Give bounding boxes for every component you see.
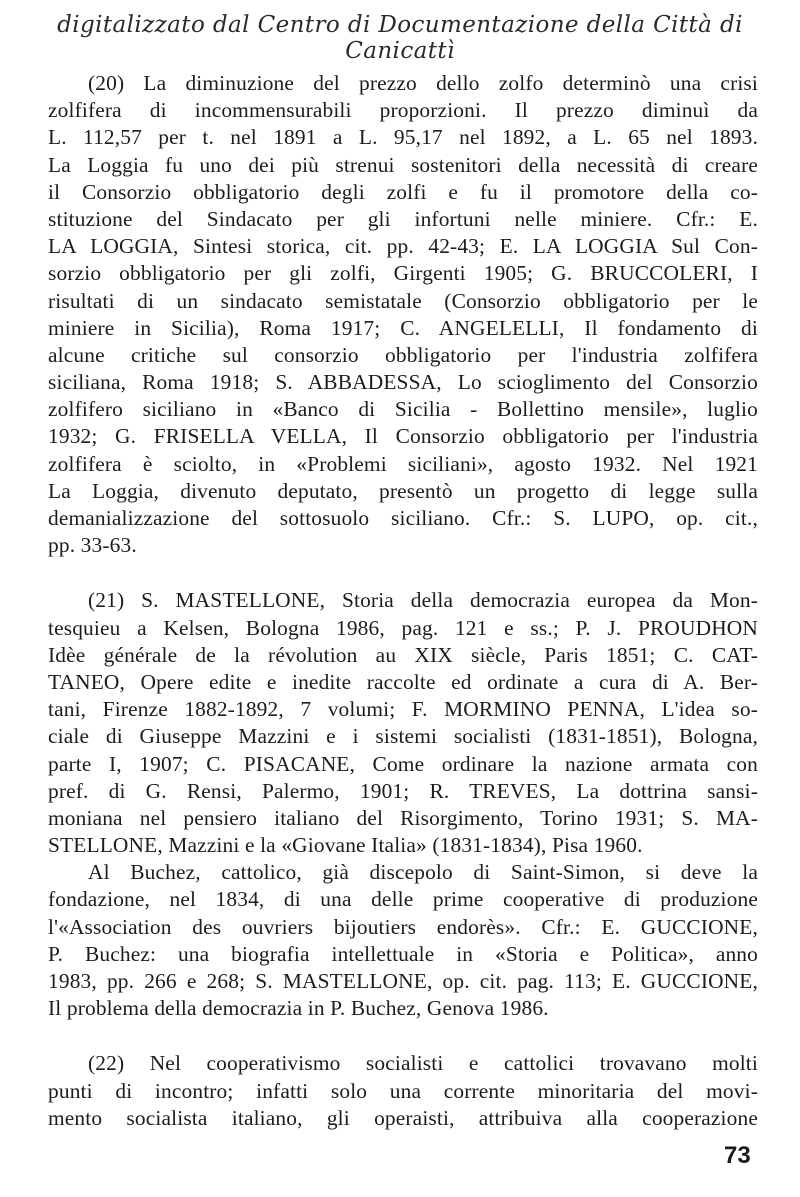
text-line: zolfifera di incommensurabili proporzioni. Il prezzo diminuì da bbox=[48, 98, 758, 123]
text-line: La Loggia, divenuto deputato, presentò un progetto di legge sulla bbox=[48, 478, 758, 503]
text-line: risultati di un sindacato semistatale (Consorzio obbligatorio per le bbox=[48, 288, 758, 313]
text-line: tesquieu a Kelsen, Bologna 1986, pag. 121 e ss.; P. J. PROUDHON bbox=[48, 615, 758, 640]
text-line: (20) La diminuzione del prezzo dello zolfo determinò una crisi bbox=[88, 71, 758, 95]
footnotes-body bbox=[48, 70, 758, 1132]
text-line: pref. di G. Rensi, Palermo, 1901; R. TREVES, La dottrina sansi- bbox=[48, 778, 758, 803]
text-line: 1983, pp. 266 e 268; S. MASTELLONE, op. cit. pag. 113; E. GUCCIONE, bbox=[48, 969, 758, 993]
page-number: 73 bbox=[724, 1142, 751, 1169]
text-line: l'«Association des ouvriers bijoutiers endorès». Cfr.: E. GUCCIONE, bbox=[48, 914, 758, 939]
text-line: sorzio obbligatorio per gli zolfi, Girgenti 1905; G. BRUCCOLERI, I bbox=[48, 261, 758, 286]
text-line: Al Buchez, cattolico, già discepolo di Saint-Simon, si deve la bbox=[88, 860, 758, 885]
text-line: zolfifero siciliano in «Banco di Sicilia - Bollettino mensile», luglio bbox=[48, 397, 758, 422]
text-line: (21) S. MASTELLONE, Storia della democrazia europea da Mon- bbox=[88, 588, 758, 613]
text-line: Il problema della democrazia in P. Buchez, Genova 1986. bbox=[48, 996, 549, 1021]
text-line: punti di incontro; infatti solo una corrente minoritaria del movi- bbox=[48, 1078, 758, 1103]
text-line: pp. 33-63. bbox=[48, 533, 137, 558]
text-line: L. 112,57 per t. nel 1891 a L. 95,17 nel 1892, a L. 65 nel 1893. bbox=[48, 125, 758, 150]
text-line: stituzione del Sindacato per gli infortuni nelle miniere. Cfr.: E. bbox=[48, 206, 758, 231]
text-line: miniere in Sicilia), Roma 1917; C. ANGELELLI, Il fondamento di bbox=[48, 315, 758, 340]
note-22 bbox=[48, 1050, 758, 1132]
text-line: 1932; G. FRISELLA VELLA, Il Consorzio obbligatorio per l'industria bbox=[48, 424, 758, 449]
note-21 bbox=[48, 587, 758, 859]
text-line: P. Buchez: una biografia intellettuale in «Storia e Politica», anno bbox=[48, 941, 758, 966]
text-line: il Consorzio obbligatorio degli zolfi e fu il promotore della co- bbox=[48, 179, 758, 204]
text-line: ciale di Giuseppe Mazzini e i sistemi socialisti (1831-1851), Bologna, bbox=[48, 724, 758, 749]
text-line: STELLONE, Mazzini e la «Giovane Italia» (1831-1834), Pisa 1960. bbox=[48, 833, 643, 858]
note-20 bbox=[48, 70, 758, 559]
text-line: LA LOGGIA, Sintesi storica, cit. pp. 42-43; E. LA LOGGIA Sul Con- bbox=[48, 234, 758, 259]
text-line: mento socialista italiano, gli operaisti, attribuiva alla cooperazione bbox=[48, 1105, 758, 1130]
text-line: zolfifera è sciolto, in «Problemi siciliani», agosto 1932. Nel 1921 bbox=[48, 451, 758, 476]
text-line: moniana nel pensiero italiano del Risorgimento, Torino 1931; S. MA- bbox=[48, 805, 758, 830]
text-line: La Loggia fu uno dei più strenui sostenitori della necessità di creare bbox=[48, 152, 758, 177]
text-line: (22) Nel cooperativismo socialisti e cattolici trovavano molti bbox=[88, 1051, 758, 1076]
text-line: siciliana, Roma 1918; S. ABBADESSA, Lo scioglimento del Consorzio bbox=[48, 370, 758, 395]
text-line: TANEO, Opere edite e inedite raccolte ed ordinate a cura di A. Ber- bbox=[48, 669, 758, 694]
digitization-watermark: digitalizzato dal Centro di Documentazione della Città di Canicattì bbox=[57, 12, 743, 64]
text-line: demanializzazione del sottosuolo siciliano. Cfr.: S. LUPO, op. cit., bbox=[48, 506, 758, 530]
text-line: alcune critiche sul consorzio obbligatorio per l'industria zolfifera bbox=[48, 342, 758, 367]
text-line: tani, Firenze 1882-1892, 7 volumi; F. MORMINO PENNA, L'idea so- bbox=[48, 697, 758, 722]
note-21-continued bbox=[48, 859, 758, 1022]
text-line: fondazione, nel 1834, di una delle prime cooperative di produzione bbox=[48, 887, 758, 912]
text-line: Idèe générale de la révolution au XIX siècle, Paris 1851; C. CAT- bbox=[48, 642, 758, 667]
text-line: parte I, 1907; C. PISACANE, Come ordinare la nazione armata con bbox=[48, 751, 758, 776]
